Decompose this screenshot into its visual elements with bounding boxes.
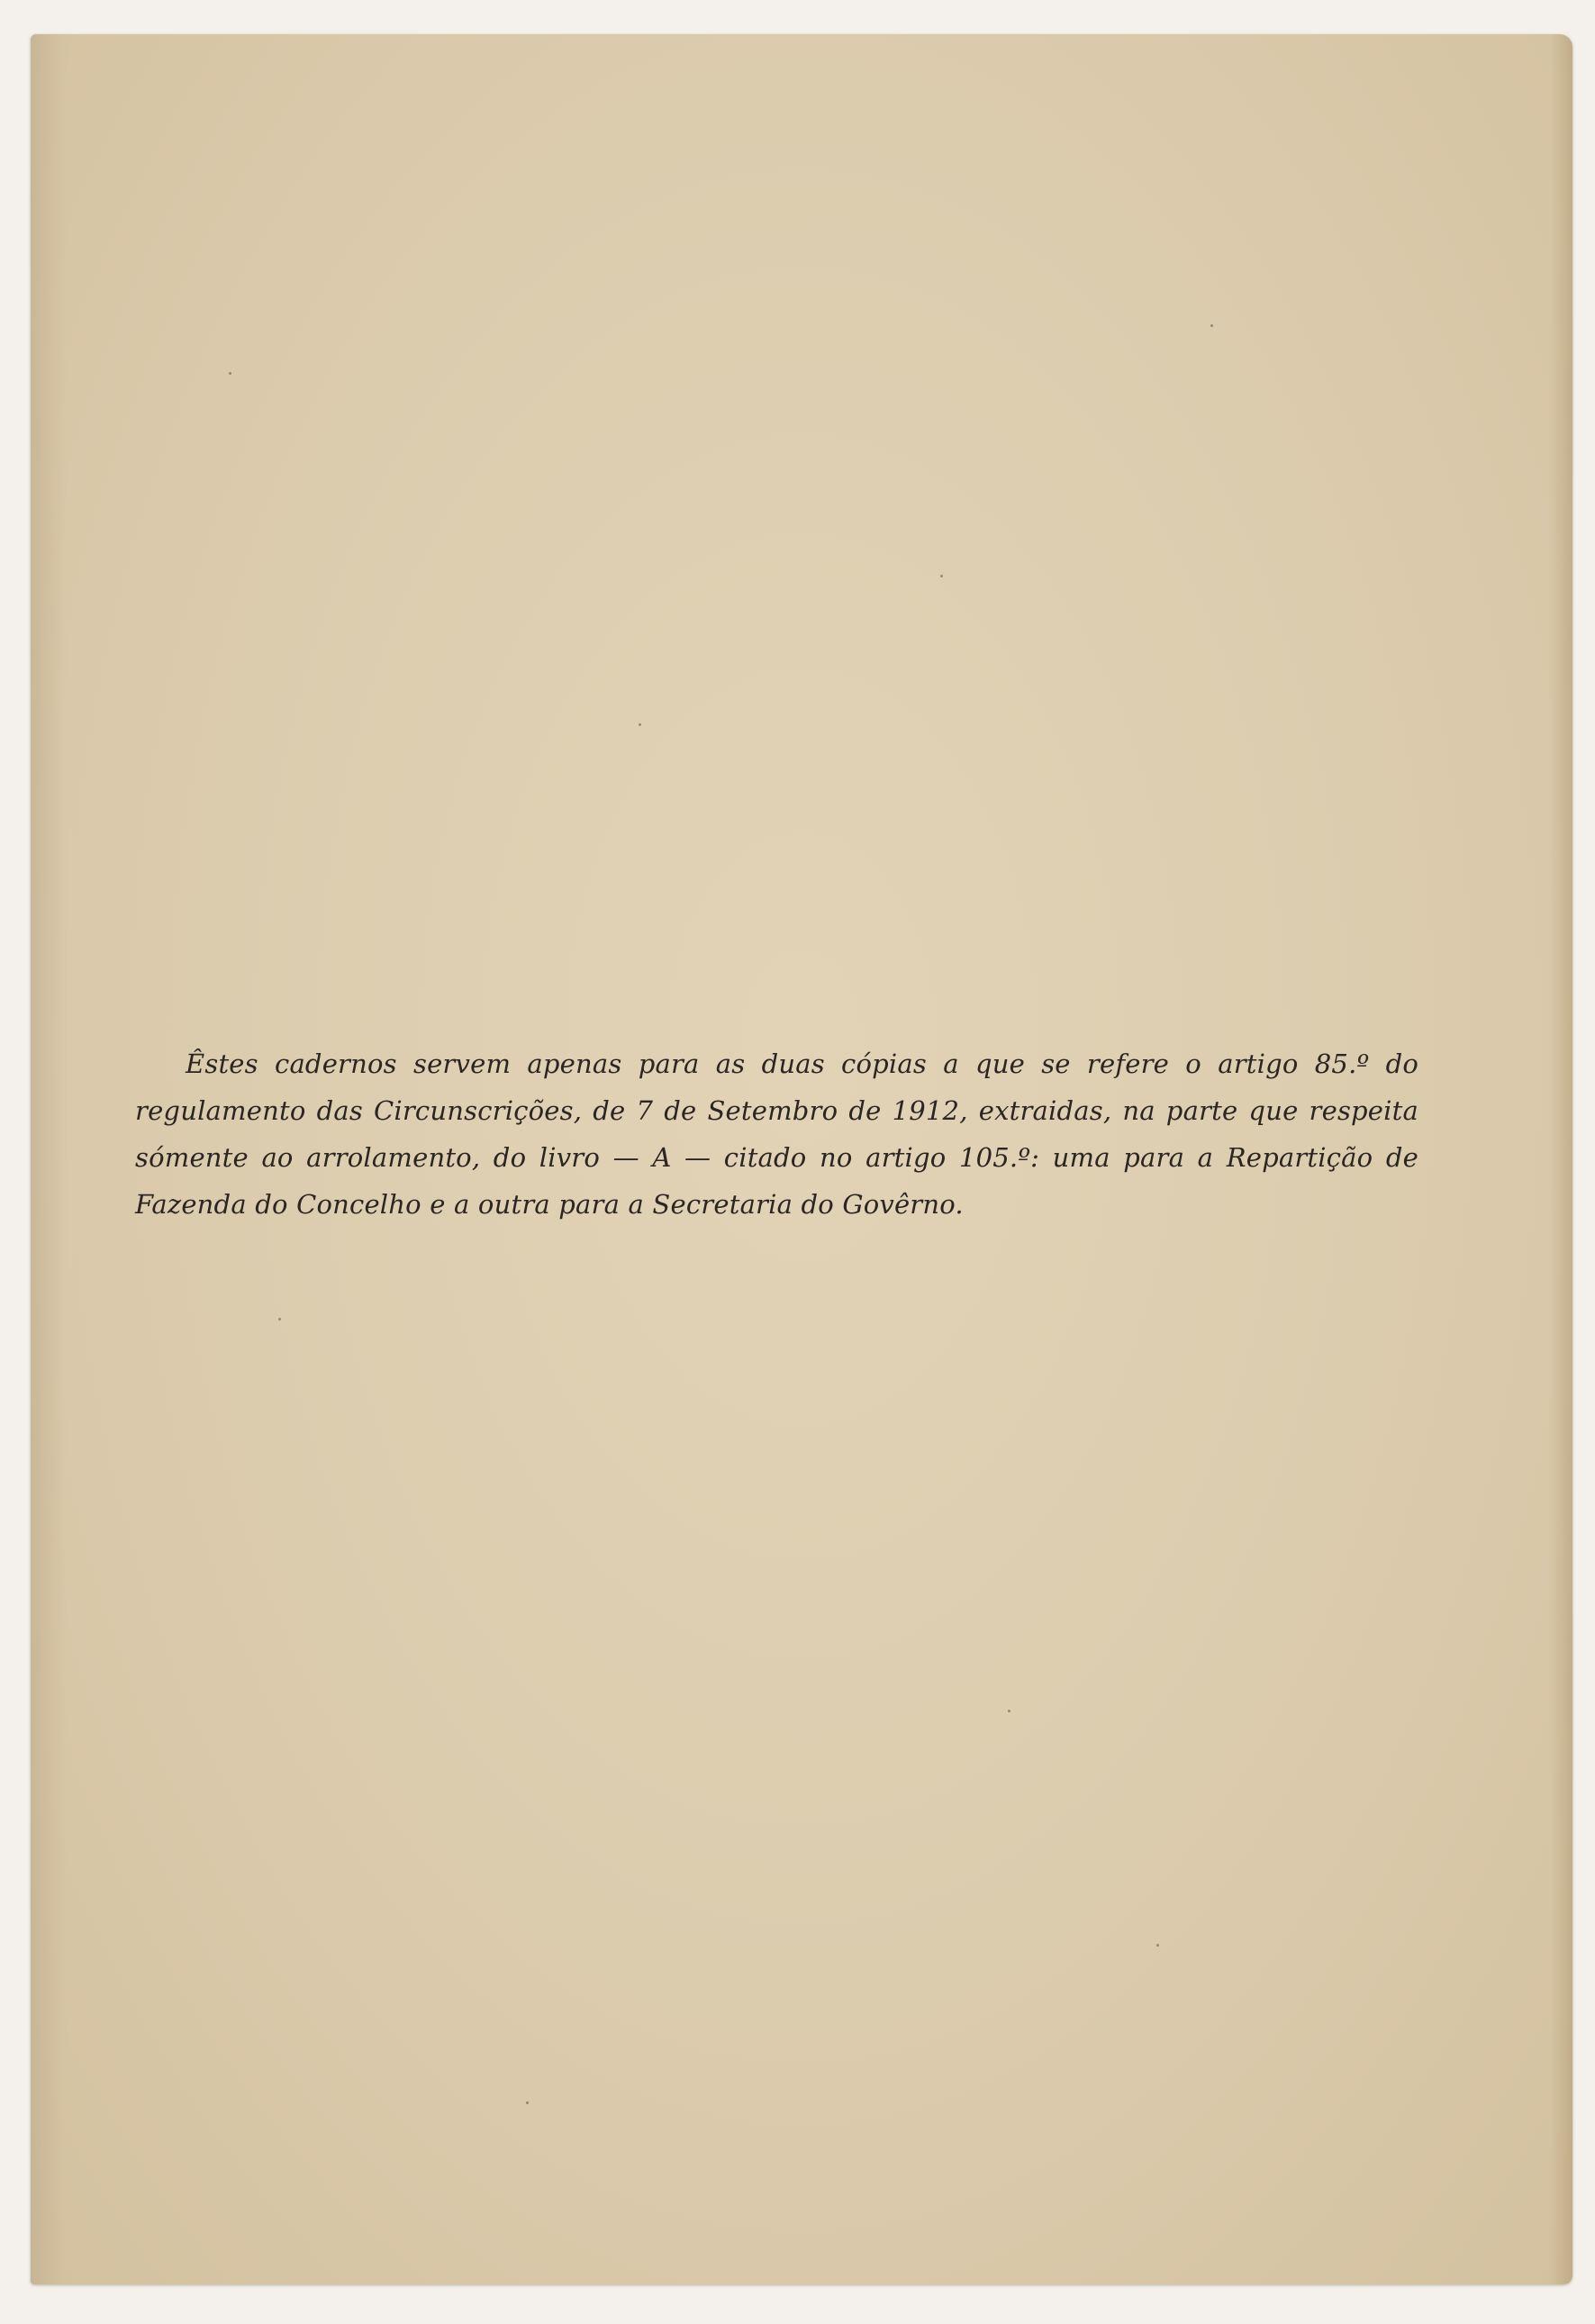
paper-speck — [940, 575, 943, 577]
paper-speck — [278, 1318, 281, 1321]
paper-speck — [1156, 1944, 1159, 1947]
paper-speck — [1210, 324, 1213, 327]
instruction-note — [135, 1040, 1418, 1228]
note-paragraph: Êstes cadernos servem apenas para as duas cópias a que se refere o artigo 85.º do regulamento das Circunscrições, de 7 de Setembro de 1912, extraidas, na parte que respeita sómente ao arrolamento, do livro — A — citado no artigo 105.º: uma para a Repartição de Fazenda do Concelho e a outra para a Secretaria do Govêrno. — [135, 1049, 1418, 1220]
paper-speck — [526, 2102, 529, 2104]
paper-speck — [1008, 1710, 1010, 1712]
paper-speck — [639, 723, 641, 726]
paper-speck — [229, 372, 231, 375]
